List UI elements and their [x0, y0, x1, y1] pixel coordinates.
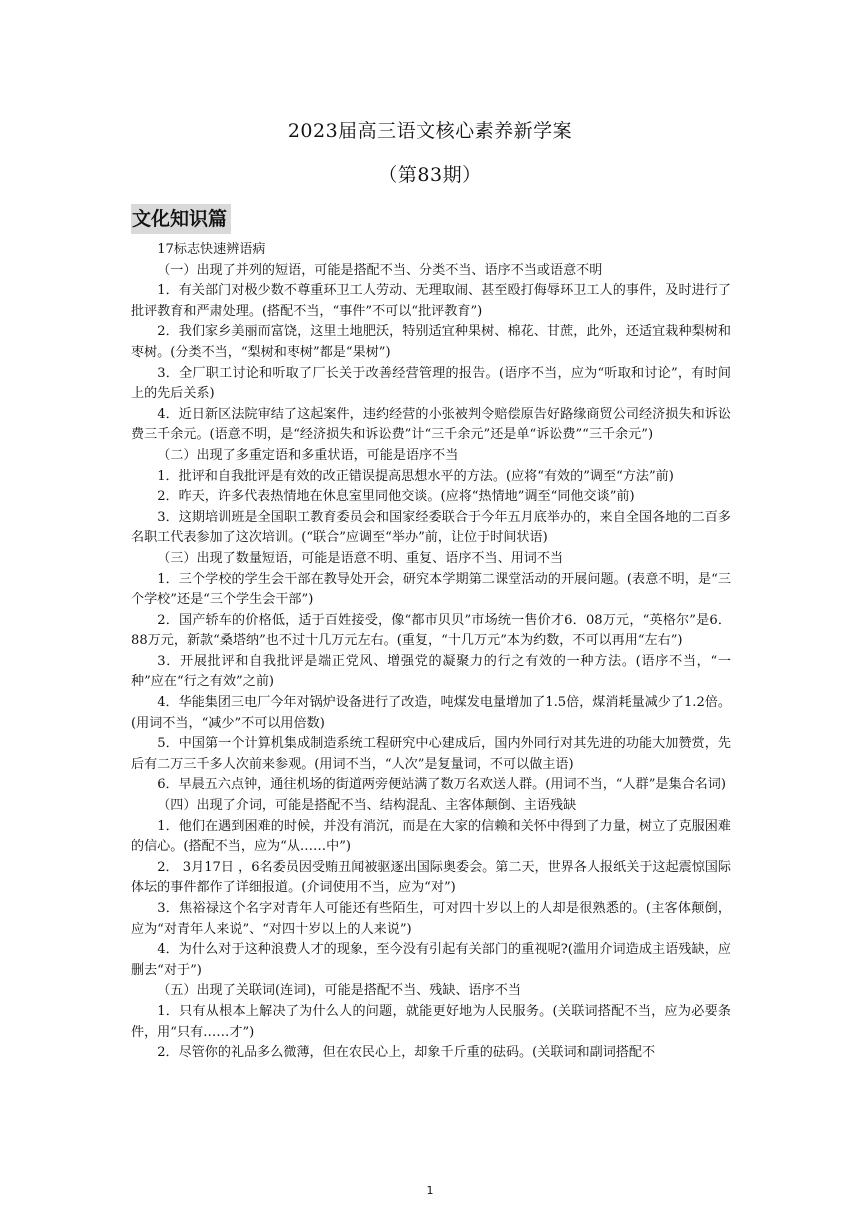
subheading: （四）出现了介词，可能是搭配不当、结构混乱、主客体颠倒、主语残缺 — [157, 798, 577, 814]
example-paragraph: 6．早晨五六点钟，通往机场的街道两旁便站满了数万名欢送人群。(用词不当，“人群”是集合名词) — [157, 777, 726, 793]
topic-line: 17标志快速辨语病 — [157, 242, 266, 257]
example-paragraph: 4．近日新区法院审结了这起案件，违约经营的小张被判令赔偿原告好路缘商贸公司经济损失和诉讼费三千余元。(语意不明，是“经济损失和诉讼费”计“三千余元”还是单“诉讼费”“三千余元”) — [131, 406, 731, 443]
document-title: 2023届高三语文核心素养新学案 — [287, 120, 573, 142]
example-paragraph: 3．这期培训班是全国职工教育委员会和国家经委联合于今年五月底举办的，来自全国各地的二百多名职工代表参加了这次培训。(“联合”应调至“举办”前，让位于时间状语) — [131, 509, 731, 546]
example-paragraph: 1．他们在遇到困难的时候，并没有消沉，而是在大家的信赖和关怀中得到了力量，树立了克服困难的信心。(搭配不当，应为“从……中”) — [131, 818, 731, 855]
example-paragraph: 1．只有从根本上解决了为什么人的问题，就能更好地为人民服务。(关联词搭配不当，应为必要条件，用“只有……才”) — [131, 1003, 731, 1040]
subheading: （三）出现了数量短语，可能是语意不明、重复、语序不当、用词不当 — [157, 550, 564, 566]
page-number: 1 — [426, 1184, 434, 1197]
example-paragraph: 2． 3月17日 ，6名委员因受贿丑闻被驱逐出国际奥委会。第二天，世界各人报纸关于这起震惊国际体坛的事件都作了详细报道。(介词使用不当，应为“对”) — [131, 859, 731, 896]
example-paragraph: 2．我们家乡美丽而富饶，这里土地肥沃，特别适宜种果树、棉花、甘蔗，此外，还适宜栽种梨树和枣树。(分类不当，“梨树和枣树”都是“果树”) — [131, 324, 731, 360]
example-paragraph: 2．昨天，许多代表热情地在休息室里同他交谈。(应将“热情地”调至“同他交谈”前) — [157, 489, 635, 505]
issue-number: （第83期） — [378, 164, 482, 186]
example-paragraph: 5．中国第一个计算机集成制造系统工程研究中心建成后，国内外同行对其先进的功能大加赞赏，先后有二万三千多人次前来参观。(用词不当，“人次”是复量词，不可以做主语) — [131, 736, 731, 772]
subheading: （一）出现了并列的短语，可能是搭配不当、分类不当、语序不当或语意不明 — [157, 262, 603, 278]
example-paragraph: 2．尽管你的礼品多么微薄，但在农民心上，却象千斤重的砝码。(关联词和副词搭配不 — [157, 1045, 656, 1061]
example-paragraph: 3．焦裕禄这个名字对青年人可能还有些陌生，可对四十岁以上的人却是很熟悉的。(主客体颠倒，应为“对青年人来说”、“对四十岁以上的人来说”) — [131, 901, 731, 937]
example-paragraph: 3．全厂职工讨论和听取了厂长关于改善经营管理的报告。(语序不当，应为“听取和讨论”，有时间上的先后关系) — [131, 365, 731, 402]
subheading: （五）出现了关联词(连词)，可能是搭配不当、残缺、语序不当 — [157, 983, 521, 999]
subheading: （二）出现了多重定语和多重状语，可能是语序不当 — [157, 447, 459, 463]
example-paragraph: 1．有关部门对极少数不尊重环卫工人劳动、无理取闹、甚至殴打侮辱环卫工人的事件，及时进行了批评教育和严肃处理。(搭配不当，“事件”不可以“批评教育”) — [131, 283, 731, 319]
section-heading: 文化知识篇 — [131, 204, 231, 234]
example-paragraph: 2．国产轿车的价格低，适于百姓接受，像“都市贝贝”市场统一售价才6．08万元，“英格尔”是6．88万元，新款“桑塔纳”也不过十几万元左右。(重复，“十几万元”本为约数，不可以再用“左右”) — [131, 612, 731, 649]
example-paragraph: 1．三个学校的学生会干部在教导处开会，研究本学期第二课堂活动的开展问题。(表意不明，是“三个学校”还是“三个学生会干部”) — [131, 571, 731, 608]
document-body — [131, 240, 731, 1064]
example-paragraph: 4．华能集团三电厂今年对锅炉设备进行了改造，吨煤发电量增加了1.5倍，煤消耗量减少了1.2倍。(用词不当，“减少”不可以用倍数) — [131, 695, 731, 731]
example-paragraph: 4．为什么对于这种浪费人才的现象，至今没有引起有关部门的重视呢?(滥用介词造成主语残缺，应删去“对于”) — [131, 942, 731, 978]
example-paragraph: 1．批评和自我批评是有效的改正错误提高思想水平的方法。(应将“有效的”调至“方法”前) — [157, 468, 674, 484]
example-paragraph: 3．开展批评和自我批评是端正党风、增强党的凝聚力的行之有效的一种方法。(语序不当，“一种”应在“行之有效”之前) — [131, 653, 731, 690]
